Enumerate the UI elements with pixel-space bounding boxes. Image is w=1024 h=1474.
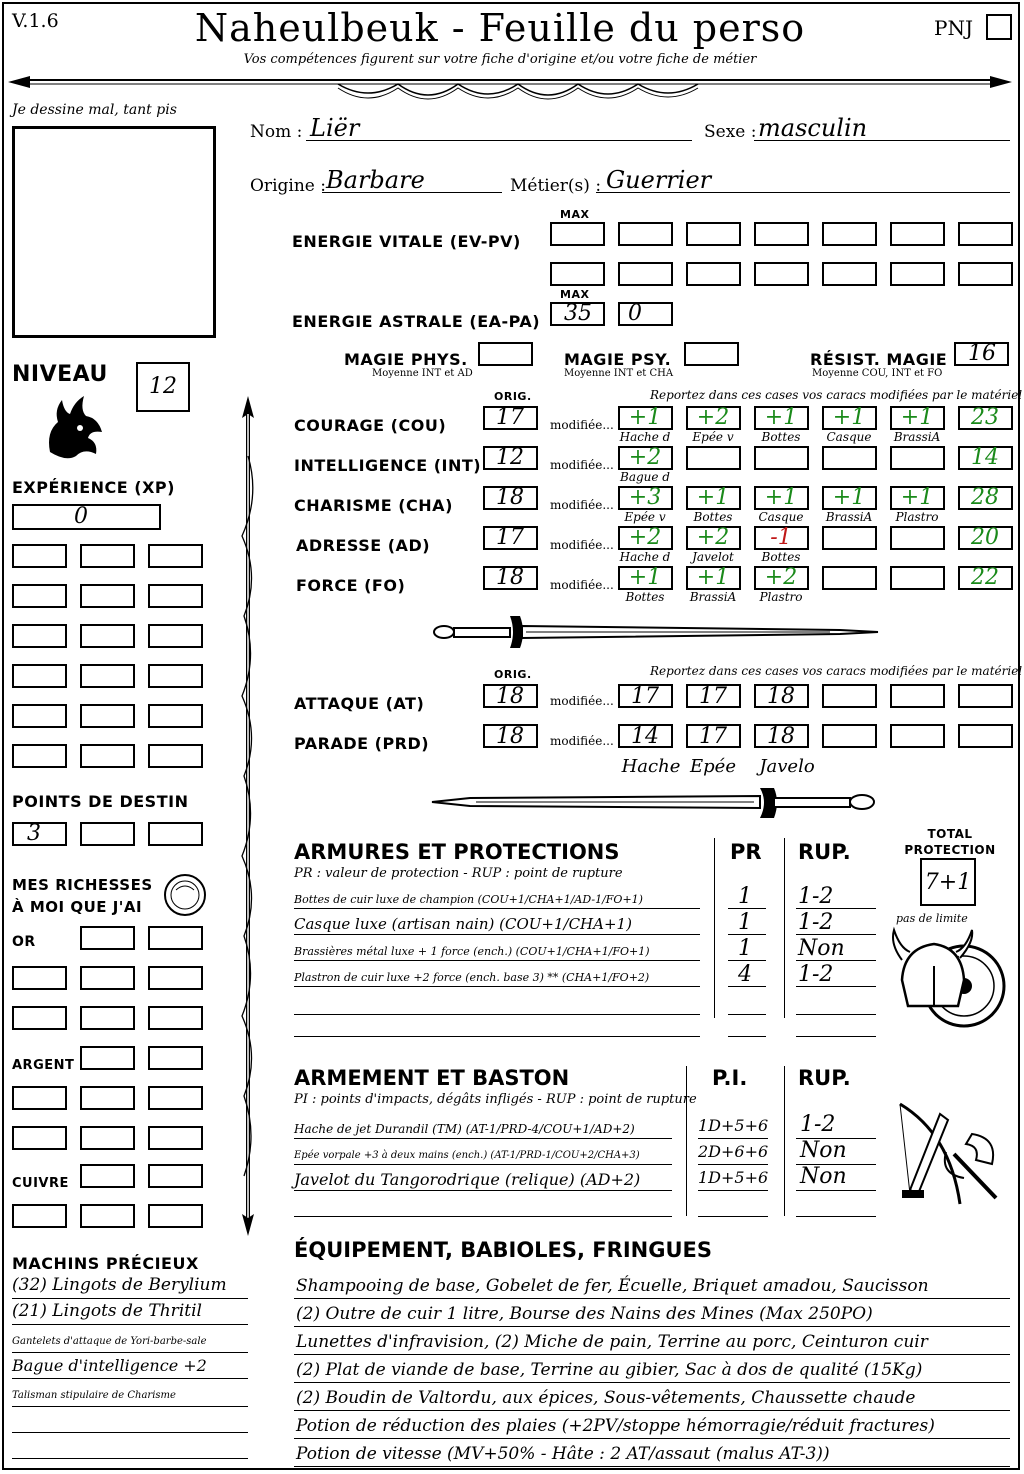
arme-name[interactable]: Epée vorpale +3 à deux mains (ench.) (AT-1/PRD-1/COU+2/CHA+3) — [294, 1150, 640, 1161]
arme-rup[interactable]: Non — [800, 1164, 847, 1189]
stats-orig-label: ORIG. — [494, 390, 532, 403]
stat-mod-box[interactable] — [890, 526, 945, 550]
stat-mod-box[interactable] — [686, 446, 741, 470]
version-label: V.1.6 — [12, 10, 59, 32]
armure-rup[interactable]: Non — [798, 936, 845, 961]
at-value: 17 — [699, 684, 727, 709]
money-box[interactable] — [80, 926, 135, 950]
total-protection-note: pas de limite — [896, 912, 968, 925]
armure-line — [294, 1014, 700, 1015]
arme-line — [294, 1216, 672, 1217]
armure-pr-line — [728, 1014, 766, 1015]
armure-line — [294, 934, 700, 935]
stat-orig-value: 17 — [496, 525, 524, 550]
armement-divider-2 — [784, 1066, 785, 1216]
precieux-line — [12, 1378, 248, 1379]
stat-mod-value: +1 — [900, 485, 934, 510]
magie-psy-label: MAGIE PSY. — [564, 350, 672, 369]
arme-line — [294, 1164, 672, 1165]
prd-value: 14 — [631, 724, 659, 749]
prd-value: 17 — [699, 724, 727, 749]
xp-label: EXPÉRIENCE (XP) — [12, 478, 175, 497]
precieux-line — [12, 1432, 248, 1433]
armure-rup-line — [796, 1014, 876, 1015]
armure-line — [294, 960, 700, 961]
ev-box[interactable] — [890, 262, 945, 286]
stat-label: FORCE (FO) — [296, 576, 406, 595]
prd-label: PARADE (PRD) — [294, 734, 430, 753]
resist-magie-label: RÉSIST. MAGIE — [810, 350, 948, 369]
stat-total-value: 20 — [971, 525, 999, 550]
stat-mod-source: Casque — [826, 430, 872, 444]
richesses-label-2: À MOI QUE J'AI — [12, 898, 143, 916]
money-box[interactable] — [148, 966, 203, 990]
prd-box[interactable] — [890, 724, 945, 748]
ev-box[interactable] — [890, 222, 945, 246]
precieux-line — [12, 1458, 248, 1459]
dragon-icon — [40, 392, 106, 464]
armement-note: PI : points d'impacts, dégâts infligés - RUP : point de rupture — [294, 1092, 697, 1107]
armement-title: ARMEMENT ET BASTON — [294, 1066, 570, 1090]
stat-mod-source: Bottes — [761, 430, 801, 444]
money-box[interactable] — [148, 1086, 203, 1110]
arme-pi-line — [698, 1164, 768, 1165]
weapon-label-2: Epée — [690, 756, 736, 777]
arme-pi-line — [698, 1216, 768, 1217]
stat-orig-value: 12 — [496, 445, 524, 470]
xp-box[interactable] — [12, 744, 67, 768]
precieux-line — [12, 1298, 248, 1299]
arme-rup[interactable]: Non — [800, 1138, 847, 1163]
money-box[interactable] — [12, 1126, 67, 1150]
stat-mod-source: Bague d — [620, 470, 670, 484]
money-box[interactable] — [12, 1204, 67, 1228]
ev-max-box[interactable] — [550, 222, 605, 246]
armement-pi-label: P.I. — [712, 1066, 748, 1090]
resist-magie-note: Moyenne COU, INT et FO — [812, 368, 943, 379]
arme-pi[interactable]: 1D+5+6 — [698, 1168, 769, 1187]
ev-box[interactable] — [822, 262, 877, 286]
xp-box[interactable] — [148, 584, 203, 608]
money-box[interactable] — [148, 1204, 203, 1228]
xp-box[interactable] — [148, 544, 203, 568]
arme-rup[interactable]: 1-2 — [800, 1112, 836, 1137]
money-box[interactable] — [80, 966, 135, 990]
at-label: ATTAQUE (AT) — [294, 694, 425, 713]
sword-icon — [430, 780, 880, 824]
stat-mod-value: +1 — [832, 485, 866, 510]
armure-rup-line — [796, 1036, 876, 1037]
at-value: 18 — [767, 684, 795, 709]
weapon-label-1: Hache — [621, 756, 681, 777]
richesses-label-1: MES RICHESSES — [12, 876, 153, 894]
stat-mod-source: Epée v — [692, 430, 734, 444]
stat-mod-value: +1 — [900, 405, 934, 430]
stat-mod-source: Bottes — [625, 590, 665, 604]
armure-name[interactable]: Bottes de cuir luxe de champion (COU+1/CHA+1/AD-1/FO+1) — [294, 893, 643, 906]
ev-box[interactable] — [618, 222, 673, 246]
armures-note: PR : valeur de protection - RUP : point de rupture — [294, 866, 623, 881]
armure-line — [294, 986, 700, 987]
spear-icon — [234, 396, 262, 1248]
xp-box[interactable] — [80, 744, 135, 768]
armure-rup[interactable]: 1-2 — [798, 962, 834, 987]
stat-total-value: 22 — [971, 565, 999, 590]
metier-label: Métier(s) : — [510, 176, 602, 196]
arme-name[interactable]: Hache de jet Durandil (TM) (AT-1/PRD-4/COU+1/AD+2) — [294, 1122, 635, 1136]
arme-rup-line — [796, 1216, 876, 1217]
armure-line — [294, 1036, 700, 1037]
stat-mod-value: +1 — [696, 485, 730, 510]
ea-current-value: 0 — [628, 301, 642, 326]
origine-label: Origine : — [250, 176, 326, 196]
nom-value[interactable]: Liër — [310, 114, 360, 142]
combat-orig-label: ORIG. — [494, 668, 532, 681]
stat-label: ADRESSE (AD) — [296, 536, 431, 555]
prd-box[interactable] — [822, 724, 877, 748]
stat-mod-source: BrassiA — [825, 510, 873, 524]
precieux-title: MACHINS PRÉCIEUX — [12, 1254, 199, 1273]
prd-modif-label: modifiée... — [550, 734, 614, 748]
magie-psy-note: Moyenne INT et CHA — [564, 368, 674, 379]
portrait-box[interactable] — [12, 126, 216, 338]
armure-pr-line — [728, 1036, 766, 1037]
arme-name[interactable]: Javelot du Tangorodrique (relique) (AD+2) — [294, 1170, 641, 1189]
pnj-checkbox[interactable] — [986, 14, 1012, 40]
money-box[interactable] — [12, 1086, 67, 1110]
xp-box[interactable] — [148, 664, 203, 688]
stat-mod-value: +2 — [628, 525, 662, 550]
xp-value: 0 — [74, 504, 88, 529]
niveau-value: 12 — [149, 374, 177, 399]
xp-box[interactable] — [12, 544, 67, 568]
money-box[interactable] — [148, 1164, 203, 1188]
argent-label: ARGENT — [12, 1058, 75, 1073]
stat-mod-source: Bottes — [761, 550, 801, 564]
sexe-line — [754, 140, 1010, 141]
armure-pr[interactable]: 1 — [738, 910, 752, 935]
stat-mod-source: Casque — [758, 510, 804, 524]
stat-label: CHARISME (CHA) — [294, 496, 453, 515]
ev-box[interactable] — [686, 222, 741, 246]
xp-box[interactable] — [12, 624, 67, 648]
stat-mod-source: Plastro — [895, 510, 939, 524]
arme-pi[interactable]: 1D+5+6 — [698, 1116, 769, 1135]
stat-mod-value: +2 — [696, 525, 730, 550]
prd-value: 18 — [767, 724, 795, 749]
magie-phys-label: MAGIE PHYS. — [344, 350, 468, 369]
armure-name[interactable]: Plastron de cuir luxe +2 force (ench. base 3) ** (CHA+1/FO+2) — [294, 971, 650, 984]
arme-pi[interactable]: 2D+6+6 — [698, 1142, 769, 1161]
ev-box[interactable] — [754, 262, 809, 286]
ea-label: ENERGIE ASTRALE (EA-PA) — [292, 312, 541, 331]
niveau-label: NIVEAU — [12, 362, 108, 387]
armure-rup[interactable]: 1-2 — [798, 910, 834, 935]
equipement-line — [294, 1354, 1010, 1355]
armure-name[interactable]: Casque luxe (artisan nain) (COU+1/CHA+1) — [294, 915, 632, 933]
ea-max-value: 35 — [564, 301, 592, 326]
stat-mod-value: +1 — [764, 485, 798, 510]
money-box[interactable] — [12, 966, 67, 990]
stat-mod-box[interactable] — [822, 526, 877, 550]
coin-icon — [162, 872, 208, 918]
metier-line — [596, 192, 1010, 193]
stat-mod-value: -1 — [770, 525, 792, 550]
stat-mod-value: +1 — [696, 565, 730, 590]
at-box[interactable] — [958, 684, 1013, 708]
or-label: OR — [12, 934, 36, 950]
ev-label: ENERGIE VITALE (EV-PV) — [292, 232, 521, 251]
page-subtitle: Vos compétences figurent sur votre fiche d'origine et/ou votre fiche de métier — [243, 52, 757, 67]
xp-box[interactable] — [12, 584, 67, 608]
precieux-item[interactable]: Gantelets d'attaque de Yori-barbe-sale — [12, 1336, 207, 1347]
ev-box[interactable] — [550, 262, 605, 286]
xp-box[interactable] — [12, 664, 67, 688]
xp-box[interactable] — [148, 624, 203, 648]
precieux-item[interactable]: (21) Lingots de Thritil — [12, 1301, 202, 1321]
armement-divider-1 — [686, 1066, 687, 1216]
armure-pr[interactable]: 1 — [738, 936, 752, 961]
stat-label: COURAGE (COU) — [294, 416, 447, 435]
page-title: Naheulbeuk - Feuille du perso — [194, 6, 806, 50]
ev-max-label: MAX — [560, 208, 590, 221]
equipement-item[interactable]: (2) Boudin de Valtordu, aux épices, Sous-vêtements, Chaussette chaude — [296, 1388, 916, 1408]
armures-title: ARMURES ET PROTECTIONS — [294, 840, 620, 864]
at-box[interactable] — [822, 684, 877, 708]
stat-mod-value: +2 — [764, 565, 798, 590]
money-box[interactable] — [148, 1046, 203, 1070]
equipement-item[interactable]: Potion de vitesse (MV+50% - Hâte : 2 AT/assaut (malus AT-3)) — [296, 1444, 830, 1464]
at-orig-value: 18 — [496, 684, 524, 709]
resist-magie-value: 16 — [968, 341, 996, 366]
cuivre-label: CUIVRE — [12, 1176, 69, 1191]
equipement-item[interactable]: (2) Plat de viande de base, Terrine au gibier, Sac à dos de qualité (15Kg) — [296, 1360, 923, 1380]
stat-mod-source: Javelot — [692, 550, 734, 564]
money-box[interactable] — [148, 1126, 203, 1150]
precieux-item[interactable]: Bague d'intelligence +2 — [12, 1356, 207, 1375]
magie-psy-box[interactable] — [684, 342, 739, 366]
stat-mod-source: Epée v — [624, 510, 666, 524]
stat-total-value: 28 — [971, 485, 999, 510]
stat-mod-source: Hache d — [619, 430, 671, 444]
ea-max-label: MAX — [560, 288, 590, 301]
stat-mod-value: +2 — [628, 445, 662, 470]
ev-box[interactable] — [754, 222, 809, 246]
sword-icon — [430, 610, 880, 654]
equipement-line — [294, 1326, 1010, 1327]
equipement-item[interactable]: Potion de réduction des plaies (+2PV/stoppe hémorragie/réduit fractures) — [296, 1416, 935, 1436]
stat-mod-box[interactable] — [754, 446, 809, 470]
stat-mod-value: +1 — [628, 405, 662, 430]
armure-name[interactable]: Brassières métal luxe + 1 force (ench.) (COU+1/CHA+1/FO+1) — [294, 945, 650, 958]
armures-pr-label: PR — [730, 840, 762, 864]
money-box[interactable] — [12, 1006, 67, 1030]
stat-modif-label: modifiée... — [550, 498, 614, 512]
stat-modif-label: modifiée... — [550, 458, 614, 472]
money-box[interactable] — [80, 1164, 135, 1188]
stat-mod-value: +1 — [628, 565, 662, 590]
destin-box-2[interactable] — [80, 822, 135, 846]
ev-box[interactable] — [822, 222, 877, 246]
armure-pr[interactable]: 4 — [738, 962, 752, 987]
xp-box[interactable] — [80, 704, 135, 728]
magie-phys-box[interactable] — [478, 342, 533, 366]
armures-rup-label: RUP. — [798, 840, 851, 864]
ev-box[interactable] — [618, 262, 673, 286]
portrait-label: Je dessine mal, tant pis — [12, 102, 177, 118]
equipement-line — [294, 1382, 1010, 1383]
stat-mod-source: BrassiA — [893, 430, 941, 444]
stat-mod-value: +3 — [628, 485, 662, 510]
precieux-line — [12, 1406, 248, 1407]
stat-orig-value: 18 — [496, 485, 524, 510]
arme-rup-line — [796, 1190, 876, 1191]
nom-line — [306, 140, 692, 141]
money-box[interactable] — [148, 1006, 203, 1030]
sexe-label: Sexe : — [704, 122, 757, 142]
at-modif-label: modifiée... — [550, 694, 614, 708]
equipement-title: ÉQUIPEMENT, BABIOLES, FRINGUES — [294, 1238, 712, 1262]
stat-mod-source: Hache d — [619, 550, 671, 564]
ev-box[interactable] — [958, 262, 1013, 286]
pnj-label: PNJ — [934, 16, 973, 40]
prd-box[interactable] — [958, 724, 1013, 748]
equipement-item[interactable]: (2) Outre de cuir 1 litre, Bourse des Nains des Mines (Max 250PO) — [296, 1304, 873, 1324]
stat-total-value: 14 — [971, 445, 999, 470]
destin-value: 3 — [27, 821, 41, 846]
stat-mod-box[interactable] — [822, 446, 877, 470]
stat-mod-source: BrassiA — [689, 590, 737, 604]
precieux-item[interactable]: (32) Lingots de Berylium — [12, 1275, 227, 1295]
destin-label: POINTS DE DESTIN — [12, 792, 189, 811]
helmet-shield-icon — [888, 926, 1012, 1036]
money-box[interactable] — [80, 1086, 135, 1110]
arme-line — [294, 1138, 672, 1139]
equipement-line — [294, 1438, 1010, 1439]
stats-report-note: Reportez dans ces cases vos caracs modifiées par le matériel — [650, 388, 1023, 402]
equipement-item[interactable]: Shampooing de base, Gobelet de fer, Écuelle, Briquet amadou, Saucisson — [296, 1276, 929, 1296]
stat-modif-label: modifiée... — [550, 418, 614, 432]
xp-box[interactable] — [148, 744, 203, 768]
stat-orig-value: 17 — [496, 405, 524, 430]
armure-line — [294, 908, 700, 909]
stat-modif-label: modifiée... — [550, 538, 614, 552]
armures-divider-1 — [714, 838, 715, 1018]
combat-report-note: Reportez dans ces cases vos caracs modifiées par le matériel — [650, 664, 1023, 678]
arme-pi-line — [698, 1190, 768, 1191]
at-value: 17 — [631, 684, 659, 709]
money-box[interactable] — [80, 1046, 135, 1070]
stat-mod-box[interactable] — [822, 566, 877, 590]
armure-rup[interactable]: 1-2 — [798, 884, 834, 909]
stat-mod-box[interactable] — [890, 566, 945, 590]
nom-label: Nom : — [250, 122, 303, 142]
metier-value[interactable]: Guerrier — [606, 166, 712, 194]
stat-mod-source: Bottes — [693, 510, 733, 524]
xp-box[interactable] — [80, 624, 135, 648]
precieux-line — [12, 1352, 248, 1353]
xp-box[interactable] — [80, 544, 135, 568]
xp-box[interactable] — [80, 584, 135, 608]
total-protection-value: 7+1 — [924, 870, 972, 895]
stat-mod-source: Plastro — [759, 590, 803, 604]
stat-total-value: 23 — [971, 405, 999, 430]
origine-value[interactable]: Barbare — [326, 166, 425, 194]
stat-mod-value: +1 — [764, 405, 798, 430]
prd-orig-value: 18 — [496, 724, 524, 749]
weapons-icon — [880, 1094, 1010, 1214]
xp-box[interactable] — [12, 704, 67, 728]
total-protection-label: TOTAL PROTECTION — [904, 827, 996, 857]
money-box[interactable] — [80, 1006, 135, 1030]
armure-pr[interactable]: 1 — [738, 884, 752, 909]
precieux-item[interactable]: Talisman stipulaire de Charisme — [12, 1390, 176, 1401]
arme-line — [294, 1190, 672, 1191]
stat-modif-label: modifiée... — [550, 578, 614, 592]
money-box[interactable] — [80, 1204, 135, 1228]
equipement-line — [294, 1298, 1010, 1299]
ev-box[interactable] — [958, 222, 1013, 246]
xp-box[interactable] — [148, 704, 203, 728]
stat-mod-value: +1 — [832, 405, 866, 430]
armement-rup-label: RUP. — [798, 1066, 851, 1090]
stat-orig-value: 18 — [496, 565, 524, 590]
sexe-value[interactable]: masculin — [758, 114, 868, 142]
magie-phys-note: Moyenne INT et AD — [372, 368, 473, 379]
stat-mod-value: +2 — [696, 405, 730, 430]
weapon-label-3: Javelo — [759, 756, 815, 777]
xp-box[interactable] — [80, 664, 135, 688]
arme-pi-line — [698, 1138, 768, 1139]
equipement-item[interactable]: Lunettes d'infravision, (2) Miche de pain, Terrine au porc, Ceinturon cuir — [296, 1332, 928, 1352]
equipement-line — [294, 1466, 1010, 1467]
stat-label: INTELLIGENCE (INT) — [294, 456, 482, 475]
stat-mod-box[interactable] — [890, 446, 945, 470]
precieux-line — [12, 1324, 248, 1325]
armures-divider-2 — [784, 838, 785, 1018]
money-box[interactable] — [148, 926, 203, 950]
destin-box-3[interactable] — [148, 822, 203, 846]
at-box[interactable] — [890, 684, 945, 708]
equipement-line — [294, 1410, 1010, 1411]
origine-line — [322, 192, 502, 193]
money-box[interactable] — [80, 1126, 135, 1150]
ev-box[interactable] — [686, 262, 741, 286]
